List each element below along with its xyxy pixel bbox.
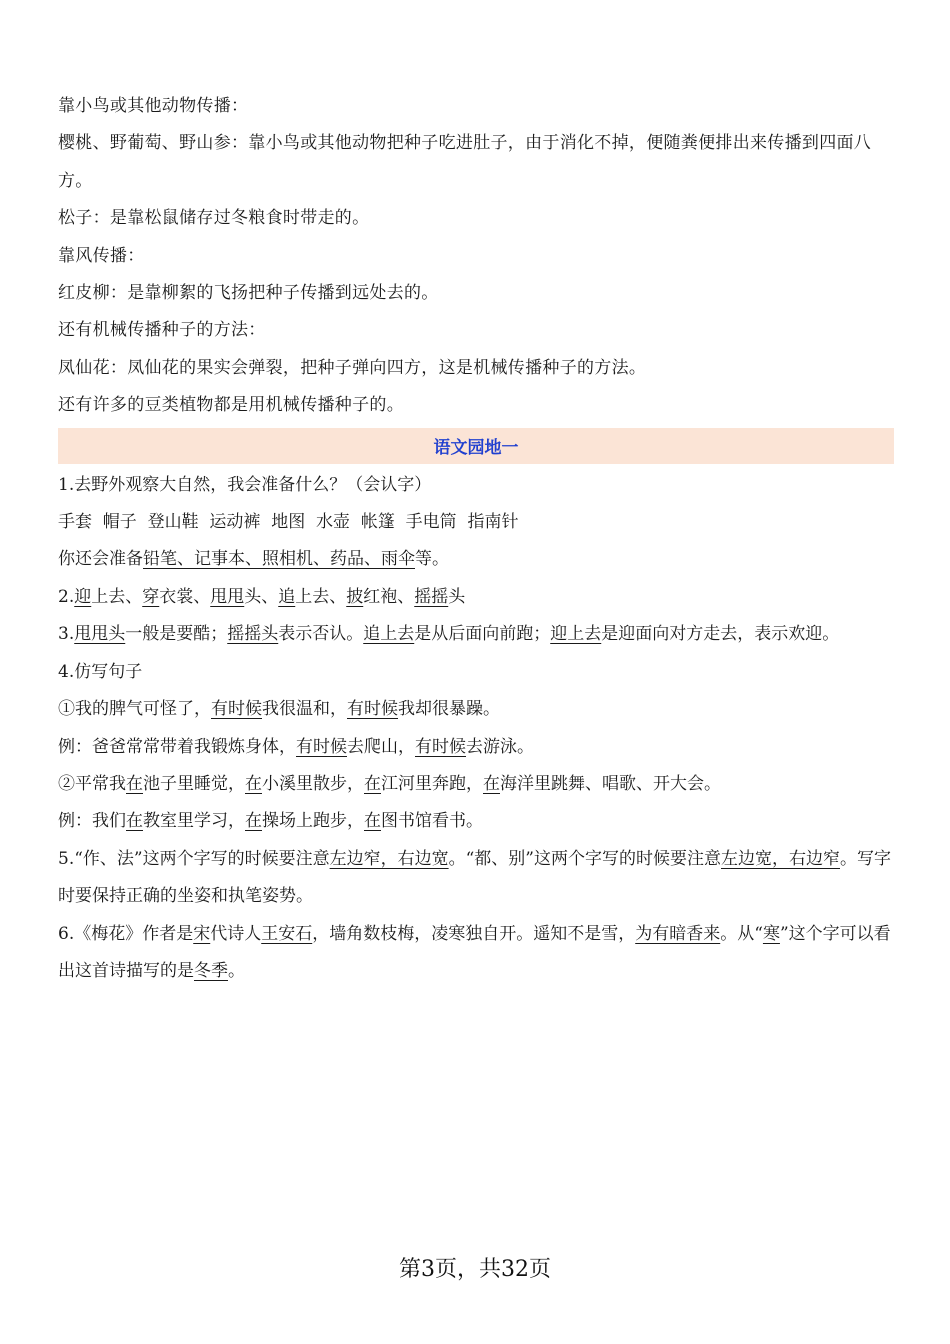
- text-run: 1.去野外观察大自然，我会准备什么？（会认字）: [58, 474, 432, 495]
- paragraph: [58, 387, 894, 424]
- paragraph: [58, 691, 894, 728]
- text-run: 樱桃、野葡萄、野山参：靠小鸟或其他动物把种子吃进肚子，由于消化不掉，便随粪便排出来传播到四面八方。: [58, 133, 872, 191]
- underlined-answer: 有时候: [347, 699, 398, 720]
- text-run: 头、: [244, 586, 279, 607]
- underlined-answer: 有时候: [415, 736, 466, 757]
- text-run: 海洋里跳舞、唱歌、开大会。: [500, 773, 721, 794]
- text-run: 代诗人: [210, 923, 262, 944]
- seed-dispersal-section: [58, 88, 894, 425]
- text-run: 3.: [58, 624, 75, 645]
- paragraph: [58, 579, 894, 616]
- underlined-answer: 穿: [142, 586, 160, 607]
- paragraph: [58, 841, 894, 916]
- underlined-answer: 迎上去: [550, 624, 602, 645]
- paragraph: [58, 766, 894, 803]
- underlined-answer: 左边宽，右边窄: [721, 848, 840, 869]
- underlined-answer: 在: [126, 773, 143, 794]
- page-footer: 第3页，共32页: [399, 1257, 551, 1282]
- text-run: 。写字时要保持正确的坐姿和执笔姿势。: [58, 848, 891, 907]
- text-run: 池子里睡觉，: [143, 773, 245, 794]
- text-run: 去爬山，: [347, 736, 415, 757]
- text-run: ②平常我: [58, 773, 126, 794]
- text-run: 还有机械传播种子的方法：: [58, 320, 266, 341]
- text-run: 图书馆看书。: [381, 811, 483, 832]
- paragraph: [58, 467, 894, 504]
- underlined-answer: 在: [245, 811, 262, 832]
- paragraph: [58, 200, 894, 237]
- underlined-answer: 在: [245, 773, 262, 794]
- underlined-answer: 有时候: [211, 699, 262, 720]
- text-run: 凤仙花：凤仙花的果实会弹裂，把种子弹向四方，这是机械传播种子的方法。: [58, 357, 647, 378]
- underlined-answer: 王安石: [261, 923, 313, 944]
- text-run: 衣裳、: [159, 586, 211, 607]
- text-run: 例：我们: [58, 811, 126, 832]
- underlined-answer: 为有暗香来: [635, 923, 721, 944]
- paragraph: [58, 88, 894, 125]
- underlined-answer: 摇摇头: [227, 624, 279, 645]
- text-run: 靠小鸟或其他动物传播：: [58, 96, 249, 116]
- text-run: 红袍、: [363, 586, 415, 607]
- paragraph: [58, 654, 894, 691]
- paragraph: [58, 803, 894, 840]
- underlined-answer: 甩甩: [210, 586, 245, 607]
- text-run: 上去、: [91, 586, 143, 607]
- text-run: ①我的脾气可怪了，: [58, 699, 211, 720]
- text-run: 4.仿写句子: [58, 661, 143, 682]
- underlined-answer: 寒: [762, 923, 780, 944]
- text-run: 松子：是靠松鼠储存过冬粮食时带走的。: [58, 208, 370, 229]
- text-run: 教室里学习，: [143, 811, 245, 832]
- text-run: ，墙角数枝梅，凌寒独自开。遥知不是雪，: [312, 923, 636, 944]
- underlined-answer: 摇摇: [414, 586, 449, 607]
- text-run: 等。: [415, 549, 449, 570]
- text-run: 红皮柳：是靠柳絮的飞扬把种子传播到远处去的。: [58, 283, 439, 304]
- underlined-answer: 冬季: [194, 960, 228, 981]
- text-run: 操场上跑步，: [262, 811, 364, 832]
- paragraph: [58, 541, 894, 578]
- underlined-answer: 在: [364, 811, 381, 832]
- underlined-answer: 在: [126, 811, 143, 832]
- text-run: 是从后面向前跑；: [414, 624, 551, 645]
- underlined-answer: 在: [364, 773, 381, 794]
- underlined-answer: 有时候: [296, 736, 347, 757]
- text-run: 你还会准备: [58, 549, 143, 570]
- underlined-answer: 迎: [74, 586, 92, 607]
- underlined-answer: 披: [346, 586, 364, 607]
- text-run: 。从“: [720, 923, 763, 944]
- underlined-answer: 左边窄，右边宽: [329, 848, 449, 869]
- text-run: 头: [448, 586, 466, 607]
- paragraph: [58, 616, 894, 653]
- text-run: 去游泳。: [466, 736, 534, 757]
- underlined-answer: 追: [278, 586, 296, 607]
- text-run: 表示否认。: [278, 624, 364, 645]
- section-banner: [58, 428, 894, 464]
- text-run: 上去、: [295, 586, 347, 607]
- text-run: 2.: [58, 586, 75, 607]
- text-run: 是迎面向对方走去，表示欢迎。: [601, 624, 840, 645]
- underlined-answer: 甩甩头: [74, 624, 126, 645]
- text-run: 。“都、别”这两个字写的时候要注意: [448, 848, 721, 869]
- paragraph: [58, 916, 894, 991]
- chinese-garden-section: [58, 467, 894, 991]
- paragraph: [58, 729, 894, 766]
- text-run: 一般是要酷；: [125, 624, 228, 645]
- text-run: 我很温和，: [262, 699, 347, 720]
- underlined-answer: 宋: [193, 923, 211, 944]
- text-run: 还有许多的豆类植物都是用机械传播种子的。: [58, 395, 404, 416]
- text-run: 6.《梅花》作者是: [58, 923, 194, 944]
- text-run: 小溪里散步，: [262, 773, 364, 794]
- text-run: 江河里奔跑，: [381, 773, 483, 794]
- text-run: 5.“作、法”这两个字写的时候要注意: [58, 848, 330, 869]
- page-content: [58, 88, 894, 990]
- text-run: 我却很暴躁。: [398, 699, 500, 720]
- underlined-answer: 铅笔、记事本、照相机、药品、雨伞: [143, 549, 415, 570]
- paragraph: [58, 312, 894, 349]
- text-run: 靠风传播：: [58, 245, 145, 266]
- underlined-answer: 在: [483, 773, 500, 794]
- paragraph: [58, 504, 894, 541]
- text-run: ”这个字可以看出这首诗描写的是: [58, 923, 891, 981]
- paragraph: [58, 350, 894, 387]
- paragraph: [58, 125, 894, 200]
- text-run: 手套 帽子 登山鞋 运动裤 地图 水壶 帐篷 手电筒 指南针: [58, 512, 519, 533]
- banner-title: 语文园地一: [433, 438, 519, 459]
- paragraph: [58, 275, 894, 312]
- paragraph: [58, 238, 894, 275]
- text-run: 例：爸爸常常带着我锻炼身体，: [58, 736, 296, 757]
- text-run: 。: [228, 960, 245, 981]
- underlined-answer: 追上去: [363, 624, 415, 645]
